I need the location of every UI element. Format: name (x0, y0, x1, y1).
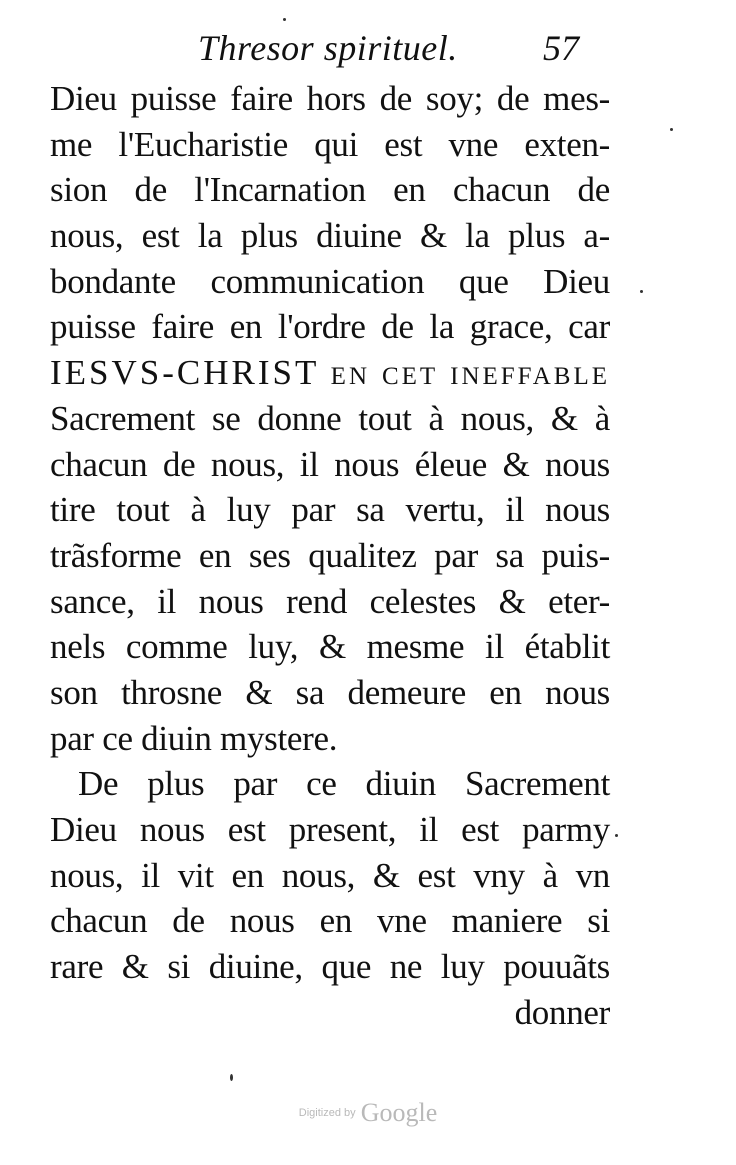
text-line-10: tire tout à luy par sa vertu, il nous (50, 490, 610, 530)
google-wordmark: Google (360, 1098, 438, 1127)
text-line-5: bondante communication que Dieu (50, 261, 610, 301)
text-line-7: IESVS-CHRIST en cet ineffable (50, 353, 610, 393)
text-line-17: Dieu nous est present, il est parmy (50, 810, 610, 849)
ink-speck (670, 128, 673, 131)
ink-speck (283, 18, 286, 21)
digitization-watermark (0, 1098, 736, 1138)
catchword: donner (514, 992, 610, 1032)
text-line-3: sion de l'Incarnation en chacun de (50, 170, 610, 210)
text-line-20: rare & si diuine, que ne luy pouuãts (50, 947, 610, 987)
text-line-18: nous, il vit en nous, & est vny à vn (50, 855, 610, 895)
body-text (50, 76, 610, 1035)
running-title: Thresor spirituel. (198, 28, 458, 68)
text-line-12: sance, il nous rend celestes & eter- (50, 581, 610, 621)
text-line-6: puisse faire en l'ordre de la grace, car (50, 307, 610, 347)
page-header (0, 26, 736, 70)
text-line-9: chacun de nous, il nous éleue & nous (50, 444, 610, 484)
text-line-8: Sacrement se donne tout à nous, & à (50, 398, 610, 438)
digitized-label: Digitized by (298, 1107, 356, 1119)
ink-speck (615, 834, 618, 837)
text-line-13: nels comme luy, & mesme il établit (50, 627, 610, 667)
text-line-14: son throsne & sa demeure en nous (50, 672, 610, 712)
ink-speck (230, 1074, 233, 1081)
text-line-15: par ce diuin mystere. (50, 718, 338, 758)
ink-speck (640, 290, 643, 293)
text-line-2: me l'Eucharistie qui est vne exten- (50, 124, 610, 164)
text-line-11: trãsforme en ses qualitez par sa puis- (50, 535, 610, 575)
page-number: 57 (543, 28, 579, 68)
text-line-1: Dieu puisse faire hors de soy; de mes- (50, 79, 610, 118)
text-line-4: nous, est la plus diuine & la plus a- (50, 216, 610, 256)
text-line-19: chacun de nous en vne maniere si (50, 901, 610, 941)
text-line-16: De plus par ce diuin Sacrement (78, 764, 610, 804)
